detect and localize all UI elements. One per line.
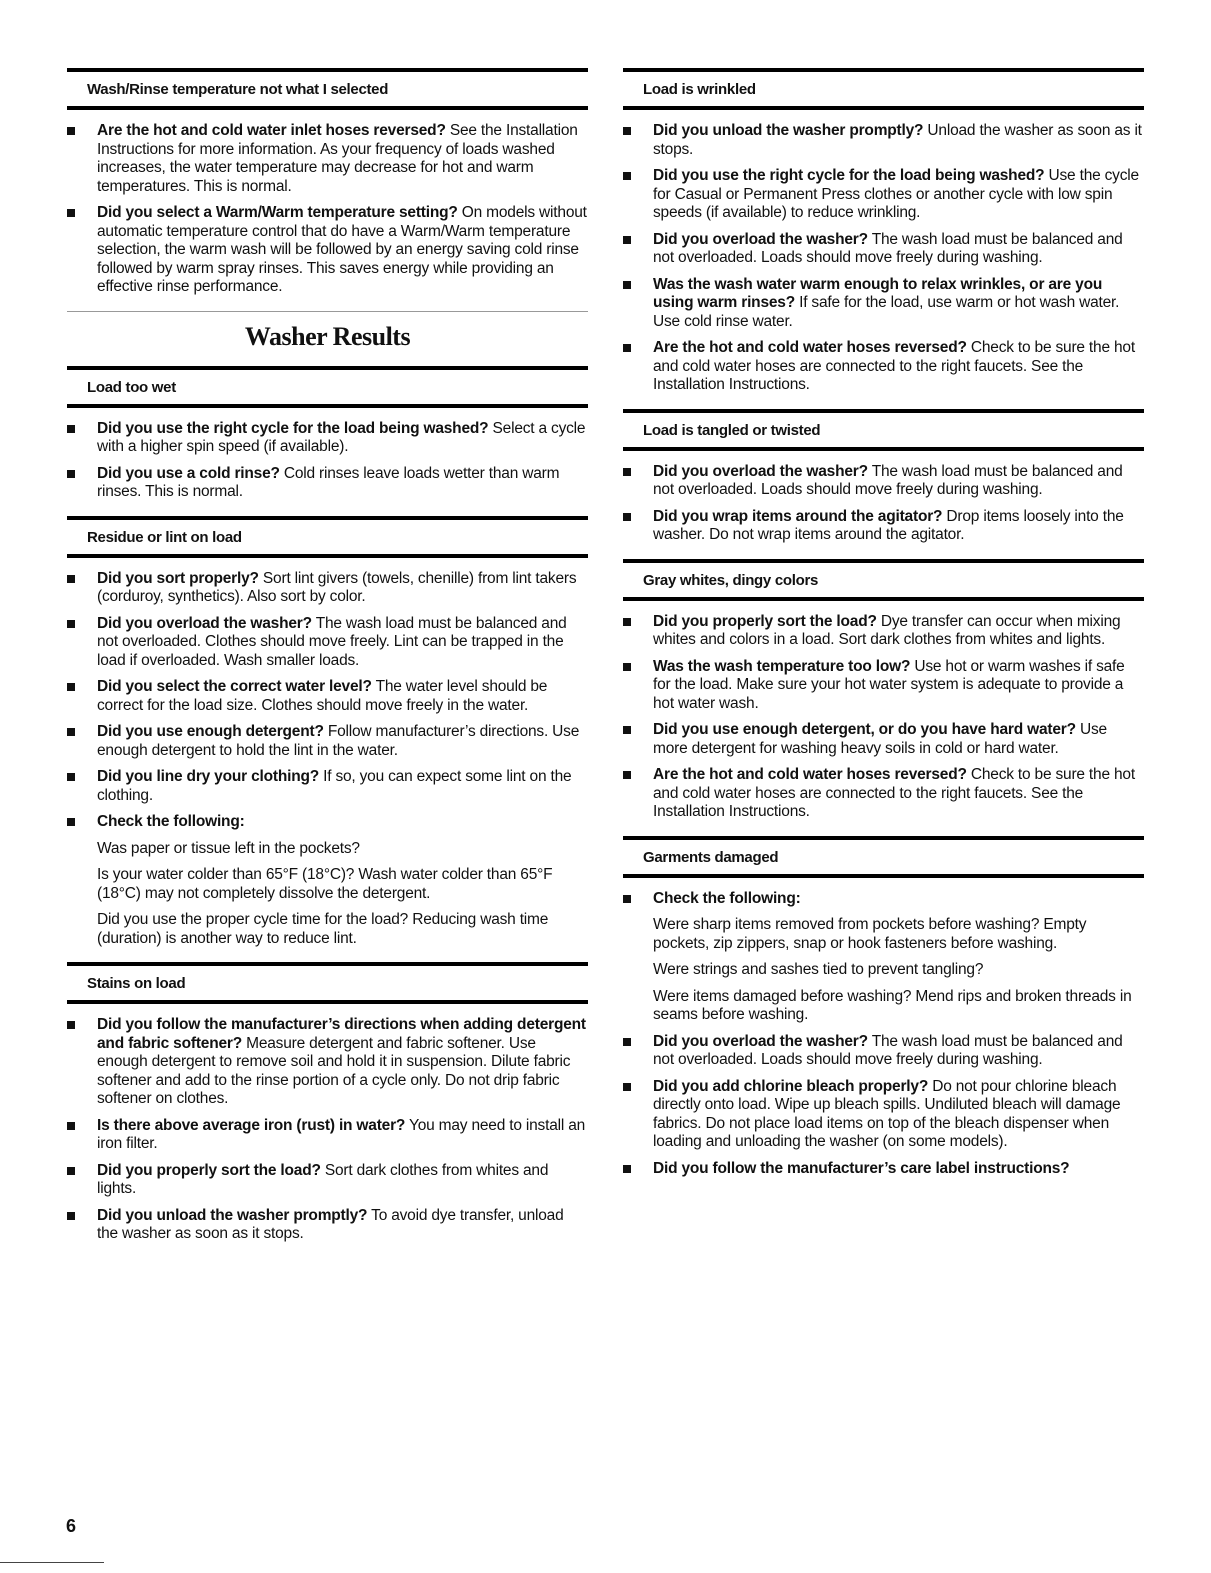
bullet-icon bbox=[67, 683, 75, 691]
list-item: Did you overload the washer? The wash load must be balanced and not overloaded. Loads should move freely during washing. bbox=[623, 463, 1144, 500]
section-heading: Load is wrinkled bbox=[623, 68, 1144, 110]
bullet-icon bbox=[67, 425, 75, 433]
list-item: Did you use enough detergent, or do you have hard water? Use more detergent for washing heavy soils in cold or hard water. bbox=[623, 721, 1144, 758]
sub-item: Were strings and sashes tied to prevent tangling? bbox=[653, 961, 984, 978]
bullet-icon bbox=[67, 1167, 75, 1175]
section-heading: Wash/Rinse temperature not what I selected bbox=[67, 68, 588, 110]
section-residue-lint bbox=[67, 516, 588, 949]
section-heading: Load too wet bbox=[67, 366, 588, 408]
list-item: Did you properly sort the load? Sort dark clothes from whites and lights. bbox=[67, 1162, 588, 1199]
list-item: Are the hot and cold water hoses reversed? Check to be sure the hot and cold water hoses are connected to the right faucets. See the Installation Instructions. bbox=[623, 766, 1144, 822]
bullet-icon bbox=[623, 236, 631, 244]
section-garments-damaged bbox=[623, 836, 1144, 1179]
footer-rule bbox=[0, 1562, 104, 1563]
section-heading: Load is tangled or twisted bbox=[623, 409, 1144, 451]
section-heading: Gray whites, dingy colors bbox=[623, 559, 1144, 601]
list-item: Did you use enough detergent? Follow manufacturer’s directions. Use enough detergent to hold the lint in the water. bbox=[67, 723, 588, 760]
section-heading: Garments damaged bbox=[623, 836, 1144, 878]
section-stains-on-load bbox=[67, 962, 588, 1244]
list-item: Did you properly sort the load? Dye transfer can occur when mixing whites and colors in a load. Sort dark clothes from whites and lights. bbox=[623, 613, 1144, 650]
list-item: Did you use the right cycle for the load being washed? Use the cycle for Casual or Permanent Press clothes or another cycle with low spin speeds (if available) to reduce wrinkling. bbox=[623, 167, 1144, 223]
section-load-too-wet bbox=[67, 366, 588, 502]
section-gray-whites bbox=[623, 559, 1144, 822]
sub-item: Were items damaged before washing? Mend rips and broken threads in seams before washing. bbox=[653, 987, 1132, 1023]
list-item: Did you select the correct water level? The water level should be correct for the load size. Clothes should move freely in the water. bbox=[67, 678, 588, 715]
bullet-icon bbox=[623, 344, 631, 352]
bullet-icon bbox=[623, 468, 631, 476]
bullet-icon bbox=[623, 663, 631, 671]
list-item: Did you follow the manufacturer’s directions when adding detergent and fabric softener? Measure detergent and fabric softener. Use enough detergent to remove soil and hold it in suspension. Dilute fabric softener and add to the rinse portion of a cycle only. Do not drip fabric softener on clothes. bbox=[67, 1016, 588, 1109]
left-column bbox=[67, 68, 588, 1258]
bullet-icon bbox=[67, 575, 75, 583]
sub-item: Was paper or tissue left in the pockets? bbox=[97, 839, 360, 857]
list-item: Did you overload the washer? The wash load must be balanced and not overloaded. Clothes should move freely. Lint can be trapped in the load if overloaded. Wash smaller loads. bbox=[67, 615, 588, 671]
list-item: Did you add chlorine bleach properly? Do not pour chlorine bleach directly onto load. Wipe up bleach spills. Undiluted bleach will damage fabrics. Do not place load items on top of the bleach dispenser when loading and unloading the washer (on some models). bbox=[623, 1078, 1144, 1152]
bullet-icon bbox=[67, 470, 75, 478]
page-title: Washer Results bbox=[244, 321, 411, 351]
sub-item: Is your water colder than 65°F (18°C)? Wash water colder than 65°F (18°C) may not completely dissolve the detergent. bbox=[97, 866, 553, 902]
list-item: Is there above average iron (rust) in water? You may need to install an iron filter. bbox=[67, 1117, 588, 1154]
page-number: 6 bbox=[66, 1516, 77, 1536]
bullet-icon bbox=[67, 209, 75, 217]
list-item: Check the following: bbox=[623, 890, 1144, 909]
bullet-icon bbox=[67, 773, 75, 781]
bullet-icon bbox=[623, 281, 631, 289]
list-item: Check the following: bbox=[67, 813, 588, 832]
section-heading: Stains on load bbox=[67, 962, 588, 1004]
bullet-icon bbox=[623, 771, 631, 779]
bullet-icon bbox=[623, 618, 631, 626]
bullet-icon bbox=[67, 1122, 75, 1130]
list-item: Did you unload the washer promptly? Unload the washer as soon as it stops. bbox=[623, 122, 1144, 159]
bullet-icon bbox=[623, 513, 631, 521]
bullet-icon bbox=[623, 895, 631, 903]
bullet-icon bbox=[623, 1165, 631, 1173]
list-item: Are the hot and cold water hoses reversed? Check to be sure the hot and cold water hoses are connected to the right faucets. See the Installation Instructions. bbox=[623, 339, 1144, 395]
bullet-icon bbox=[67, 1021, 75, 1029]
list-item: Was the wash temperature too low? Use hot or warm washes if safe for the load. Make sure your hot water system is adequate to provide a hot water wash. bbox=[623, 658, 1144, 714]
section-load-wrinkled bbox=[623, 68, 1144, 395]
bullet-icon bbox=[67, 620, 75, 628]
bullet-icon bbox=[67, 127, 75, 135]
list-item: Are the hot and cold water inlet hoses reversed? See the Installation Instructions for more information. As your frequency of loads washed increases, the water temperature may decrease for hot and warm temperatures. This is normal. bbox=[67, 122, 588, 196]
sub-item: Did you use the proper cycle time for the load? Reducing wash time (duration) is another way to reduce lint. bbox=[97, 911, 549, 947]
list-item: Did you line dry your clothing? If so, you can expect some lint on the clothing. bbox=[67, 768, 588, 805]
list-item: Did you unload the washer promptly? To avoid dye transfer, unload the washer as soon as it stops. bbox=[67, 1207, 588, 1244]
sub-item: Were sharp items removed from pockets before washing? Empty pockets, zip zippers, snap or hook fasteners before washing. bbox=[653, 916, 1087, 952]
list-item: Did you use the right cycle for the load being washed? Select a cycle with a higher spin speed (if available). bbox=[67, 420, 588, 457]
bullet-icon bbox=[623, 726, 631, 734]
bullet-icon bbox=[67, 728, 75, 736]
list-item: Did you wrap items around the agitator? Drop items loosely into the washer. Do not wrap items around the agitator. bbox=[623, 508, 1144, 545]
list-item: Did you sort properly? Sort lint givers (towels, chenille) from lint takers (corduroy, synthetics). Also sort by color. bbox=[67, 570, 588, 607]
divider bbox=[67, 311, 588, 312]
list-item: Was the wash water warm enough to relax wrinkles, or are you using warm rinses? If safe for the load, use warm or hot wash water. Use cold rinse water. bbox=[623, 276, 1144, 332]
bullet-icon bbox=[623, 127, 631, 135]
section-load-tangled bbox=[623, 409, 1144, 545]
bullet-icon bbox=[67, 1212, 75, 1220]
list-item: Did you follow the manufacturer’s care label instructions? bbox=[623, 1160, 1144, 1179]
list-item: Did you select a Warm/Warm temperature setting? On models without automatic temperature control that do have a Warm/Warm temperature selection, the warm wash will be followed by an energy saving cold rinse followed by warm spray rinses. This saves energy while providing an effective rinse performance. bbox=[67, 204, 588, 297]
right-column bbox=[623, 68, 1144, 1192]
section-heading: Residue or lint on load bbox=[67, 516, 588, 558]
bullet-icon bbox=[67, 818, 75, 826]
bullet-icon bbox=[623, 172, 631, 180]
bullet-icon bbox=[623, 1083, 631, 1091]
list-item: Did you use a cold rinse? Cold rinses leave loads wetter than warm rinses. This is normal. bbox=[67, 465, 588, 502]
bullet-icon bbox=[623, 1038, 631, 1046]
list-item: Did you overload the washer? The wash load must be balanced and not overloaded. Loads should move freely during washing. bbox=[623, 1033, 1144, 1070]
section-wash-rinse-temperature bbox=[67, 68, 588, 297]
list-item: Did you overload the washer? The wash load must be balanced and not overloaded. Loads should move freely during washing. bbox=[623, 231, 1144, 268]
